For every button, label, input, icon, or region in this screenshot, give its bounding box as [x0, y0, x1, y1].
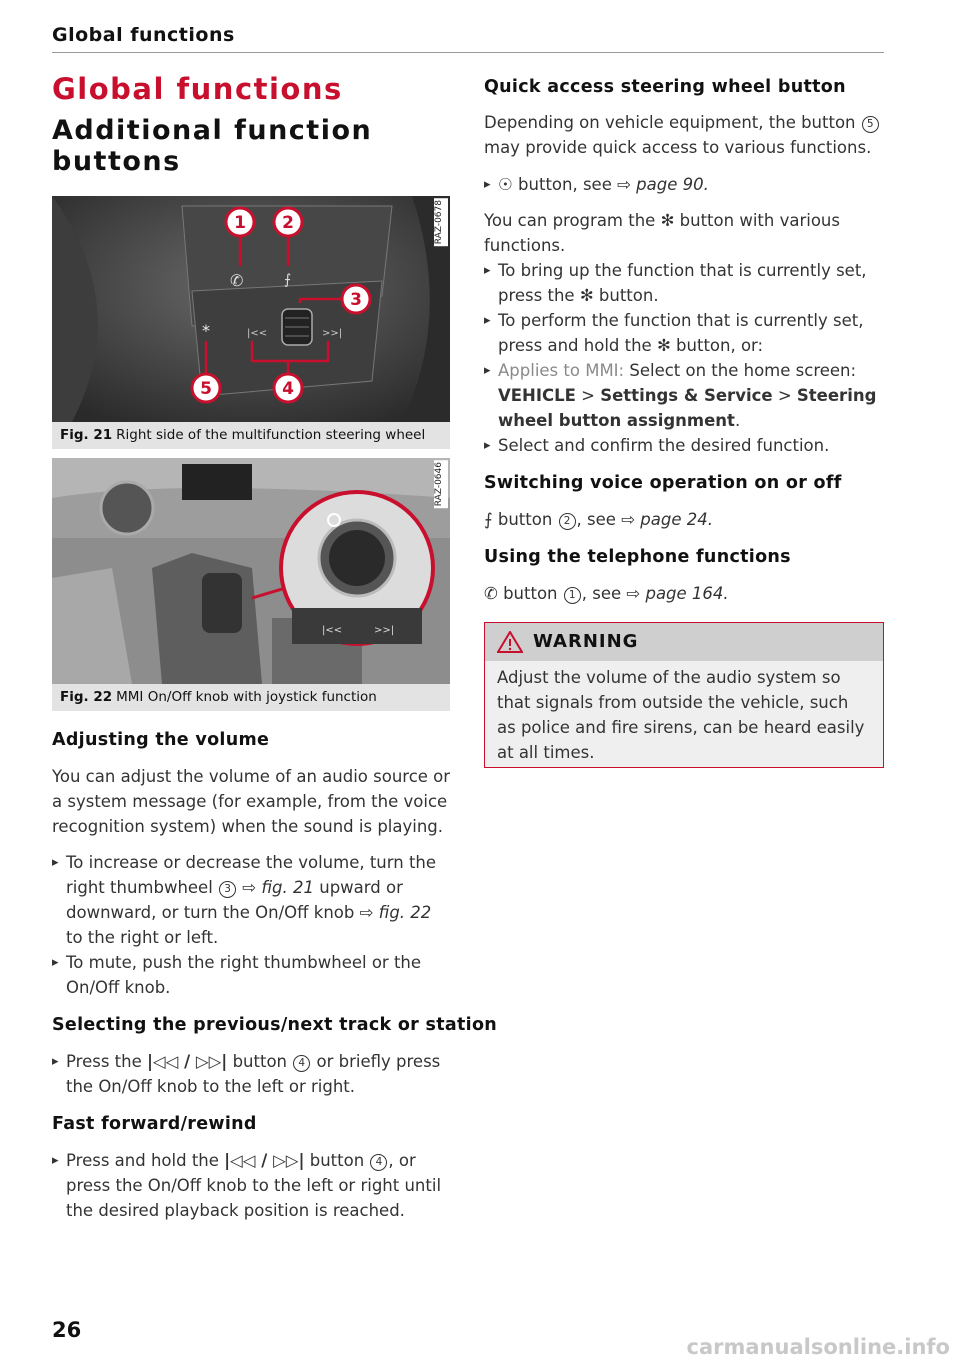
fig-22-link[interactable]: ⇨ fig. 22: [359, 903, 432, 922]
volume-intro: You can adjust the volume of an audio source or a system message (for example, from the voice recognition system) when the sound is playing.: [52, 767, 451, 836]
voice-icon: ⨍: [484, 510, 493, 529]
callout-4: 4: [282, 379, 294, 399]
figure-caption: [52, 684, 450, 711]
section-title: Additional function buttons: [52, 115, 373, 177]
callout-3: 3: [350, 290, 362, 310]
figure-label: Fig. 22: [60, 689, 113, 705]
steering-wheel-image: [52, 196, 450, 422]
volume-bullet-2: ▸ To mute, push the right thumbwheel or the On/Off knob.: [52, 950, 452, 1000]
voice-text: ⨍ button 2 , see ⇨ page 24.: [484, 510, 713, 529]
watermark: carmanualsonline.info: [686, 1335, 950, 1359]
heading-telephone: Using the telephone functions: [484, 547, 791, 567]
caption-text: MMI On/Off knob with joystick function: [116, 689, 377, 705]
page-number: 26: [52, 1318, 82, 1342]
steering-wheel-illustration: [52, 196, 450, 422]
asterisk-icon: ✻: [656, 336, 671, 355]
figure-code: RAZ-0646: [434, 460, 448, 508]
quick-intro: Depending on vehicle equipment, the button 5 may provide quick access to various functions.: [484, 110, 882, 160]
warning-header: [485, 623, 883, 661]
heading-quick-access: Quick access steering wheel button: [484, 77, 846, 97]
quick-bullet-3: ▸ Applies to MMI: Select on the home screen: VEHICLE > Settings & Service > Steering wheel button assignment.: [484, 358, 882, 433]
header-title: Global functions: [52, 24, 235, 46]
mmi-knob-image: [52, 458, 450, 684]
callout-ref-3: 3: [219, 881, 236, 898]
caption-text: Right side of the multifunction steering wheel: [116, 427, 426, 443]
callout-ref-4: 4: [293, 1055, 310, 1072]
volume-bullet-1: ▸ To increase or decrease the volume, turn the right thumbwheel 3 ⇨ fig. 21 upward or downward, or turn the On/Off knob ⇨ fig. 22 to the right or left.: [52, 850, 452, 950]
figure-label: Fig. 21: [60, 427, 113, 443]
svg-text:*: *: [202, 321, 210, 340]
asterisk-icon: ✻: [660, 211, 675, 230]
track-symbol: |◁◁ / ▷▷|: [147, 1052, 228, 1071]
page-header: [52, 24, 884, 53]
warning-triangle-icon: [497, 631, 523, 653]
quick-bullet-1: ▸ To bring up the function that is currently set, press the ✻ button.: [484, 258, 882, 308]
mmi-knob-illustration: [52, 458, 450, 684]
svg-text:|<<: |<<: [247, 328, 268, 339]
heading-select-track: Selecting the previous/next track or station: [52, 1015, 498, 1035]
ff-bullet-1: ▸ Press and hold the |◁◁ / ▷▷| button 4 , or press the On/Off knob to the left or right until the desired playback position is reached.: [52, 1148, 452, 1223]
quick-bullet-0: ▸ ☉ button, see ⇨ page 90.: [484, 172, 882, 197]
callout-ref-1: 1: [564, 587, 581, 604]
warning-title: WARNING: [533, 631, 639, 652]
warning-text: Adjust the volume of the audio system so that signals from outside the vehicle, such as police and fire sirens, can be heard easily at all times.: [497, 668, 865, 762]
main-title: Global functions: [52, 72, 343, 106]
callout-1: 1: [234, 213, 246, 233]
callout-5: 5: [200, 379, 212, 399]
page-24-link[interactable]: ⇨ page 24.: [621, 510, 713, 529]
fig-21-link[interactable]: ⇨ fig. 21: [242, 878, 314, 897]
page-90-link[interactable]: ⇨ page 90.: [617, 175, 709, 194]
track-symbol: |◁◁ / ▷▷|: [224, 1151, 305, 1170]
svg-text:|<<: |<<: [322, 625, 343, 636]
callout-ref-2: 2: [559, 513, 576, 530]
heading-adjust-volume: Adjusting the volume: [52, 730, 270, 750]
figure-caption: [52, 422, 450, 449]
callout-2: 2: [282, 213, 294, 233]
quick-program: You can program the ✻ button with various functions.: [484, 211, 840, 255]
svg-text:⨍: ⨍: [284, 272, 292, 288]
page-164-link[interactable]: ⇨ page 164.: [626, 584, 729, 603]
quick-bullet-2: ▸ To perform the function that is currently set, press and hold the ✻ button, or:: [484, 308, 882, 358]
svg-text:>>|: >>|: [322, 328, 343, 339]
steering-wheel-icon: ☉: [498, 175, 513, 194]
svg-text:✆: ✆: [230, 271, 244, 290]
quick-bullet-4: ▸ Select and confirm the desired function.: [484, 433, 882, 458]
phone-text: ✆ button 1 , see ⇨ page 164.: [484, 584, 729, 603]
heading-voice: Switching voice operation on or off: [484, 473, 842, 493]
asterisk-icon: ✻: [579, 286, 594, 305]
warning-box: [484, 622, 884, 768]
callout-ref-4: 4: [370, 1154, 387, 1171]
figure-code: RAZ-0678: [434, 198, 448, 246]
figure-22: [52, 458, 450, 711]
svg-text:>>|: >>|: [374, 625, 395, 636]
callout-ref-5: 5: [862, 116, 879, 133]
heading-fast-forward: Fast forward/rewind: [52, 1114, 257, 1134]
figure-21: [52, 196, 450, 449]
phone-icon: ✆: [484, 584, 498, 603]
track-bullet-1: ▸ Press the |◁◁ / ▷▷| button 4 or briefly press the On/Off knob to the left or right.: [52, 1049, 452, 1099]
